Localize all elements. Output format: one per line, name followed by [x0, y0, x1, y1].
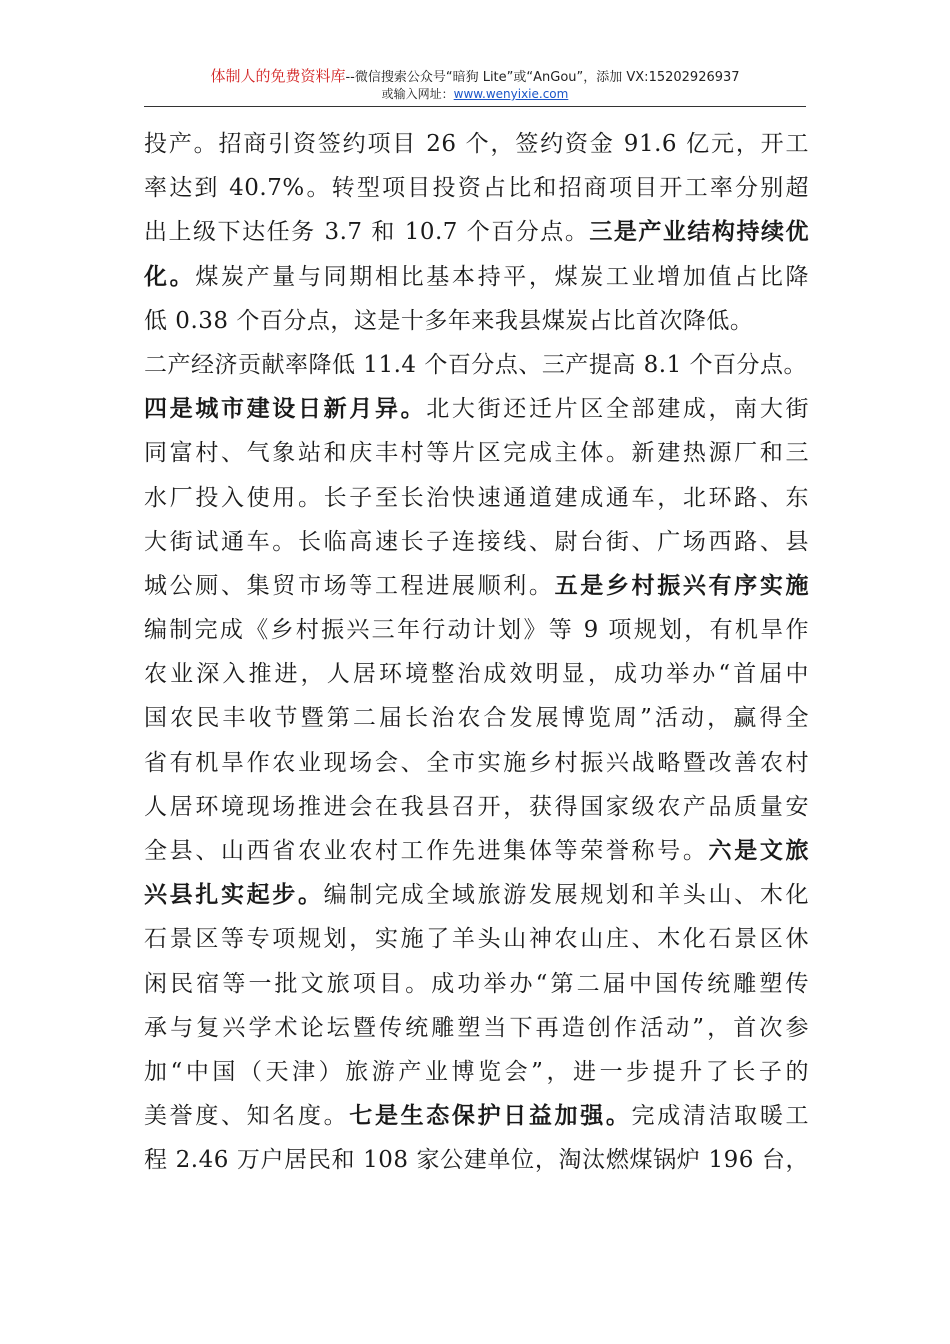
text-line [144, 520, 809, 564]
header-contact-info: --微信搜索公众号“暗狗 Lite”或“AnGou”，添加 VX:15202926937 [345, 70, 740, 85]
text-segment: 人居环境现场推进会在我县召开，获得国家级农产品质量安 [144, 793, 809, 820]
bold-heading-segment: 化。 [144, 262, 196, 290]
text-segment: 全县、山西省农业农村工作先进集体等荣誉称号。 [144, 838, 709, 864]
text-segment: 石景区等专项规划，实施了羊头山神农山庄、木化石景区休 [144, 926, 809, 953]
page-header [144, 68, 806, 103]
text-segment: 率达到 40.7%。转型项目投资占比和招商项目开工率分别超 [144, 175, 809, 202]
text-segment: 省有机旱作农业现场会、全市实施乡村振兴战略暨改善农村 [144, 749, 809, 776]
text-line [144, 122, 809, 166]
text-line [144, 387, 809, 431]
text-segment: 完成清洁取暖工 [631, 1103, 810, 1130]
header-url-line [144, 86, 806, 103]
text-segment: 美誉度、知名度。 [144, 1103, 350, 1130]
header-promo-line [144, 68, 806, 86]
header-url-prefix: 或输入网址： [381, 87, 454, 101]
text-segment: 大街试通车。长临高速长子连接线、尉台街、广场西路、县 [144, 528, 809, 555]
text-segment: 承与复兴学术论坛暨传统雕塑当下再造创作活动”，首次参 [144, 1014, 809, 1041]
text-line [144, 564, 809, 608]
text-line [144, 1050, 809, 1094]
text-line [144, 1094, 809, 1138]
text-line [144, 917, 809, 961]
text-segment: 闲民宿等一批文旅项目。成功举办“第二届中国传统雕塑传 [144, 970, 809, 997]
bold-heading-segment: 三是产业结构持续优 [589, 218, 809, 246]
text-segment: 农业深入推进，人居环境整治成效明显，成功举办“首届中 [144, 661, 809, 688]
text-line [144, 1138, 809, 1182]
text-line [144, 1006, 809, 1050]
text-line [144, 741, 809, 785]
text-line [144, 829, 809, 873]
bold-heading-segment: 五是乡村振兴有序实施 [554, 571, 810, 599]
text-line [144, 696, 809, 740]
text-segment: 同富村、气象站和庆丰村等片区完成主体。新建热源厂和三 [144, 440, 809, 467]
text-line [144, 873, 809, 917]
text-line [144, 166, 809, 210]
text-segment: 编制完成《乡村振兴三年行动计划》等 9 项规划，有机旱作 [144, 617, 809, 644]
text-segment: 加“中国（天津）旅游产业博览会”，进一步提升了长子的 [144, 1058, 809, 1085]
text-segment: 投产。招商引资签约项目 26 个，签约资金 91.6 亿元，开工 [144, 131, 809, 157]
text-segment: 低 0.38 个百分点，这是十多年来我县煤炭占比首次降低。 [144, 307, 754, 334]
text-segment: 二产经济贡献率降低 11.4 个百分点、三产提高 8.1 个百分点。 [144, 351, 808, 378]
bold-heading-segment: 七是生态保护日益加强。 [349, 1102, 632, 1130]
header-brand: 体制人的免费资料库 [210, 67, 346, 85]
text-line [144, 608, 809, 652]
header-url-link[interactable]: www.wenyixie.com [453, 87, 569, 101]
text-line [144, 962, 809, 1006]
text-segment: 北大街还迁片区全部建成，南大街 [426, 396, 810, 423]
text-segment: 出上级下达任务 3.7 和 10.7 个百分点。 [144, 219, 590, 246]
header-divider [144, 106, 806, 107]
text-segment: 程 2.46 万户居民和 108 家公建单位，淘汰燃煤锅炉 196 台， [144, 1147, 809, 1174]
text-line [144, 785, 809, 829]
text-line [144, 255, 809, 299]
text-segment: 城公厕、集贸市场等工程进展顺利。 [144, 572, 555, 599]
text-segment: 编制完成全域旅游发展规划和羊头山、木化 [323, 882, 810, 909]
text-line [144, 476, 809, 520]
bold-heading-segment: 四是城市建设日新月异。 [144, 395, 427, 423]
text-segment: 国农民丰收节暨第二届长治农合发展博览周”活动，赢得全 [144, 705, 809, 732]
text-line [144, 299, 809, 343]
text-segment: 水厂投入使用。长子至长治快速通道建成通车，北环路、东 [144, 484, 809, 511]
text-line [144, 343, 809, 387]
text-line [144, 431, 809, 475]
text-line [144, 210, 809, 254]
bold-heading-segment: 六是文旅 [708, 837, 810, 864]
bold-heading-segment: 兴县扎实起步。 [144, 881, 324, 909]
document-body [144, 122, 809, 1183]
text-segment: 煤炭产量与同期相比基本持平，煤炭工业增加值占比降 [195, 263, 810, 290]
text-line [144, 652, 809, 696]
